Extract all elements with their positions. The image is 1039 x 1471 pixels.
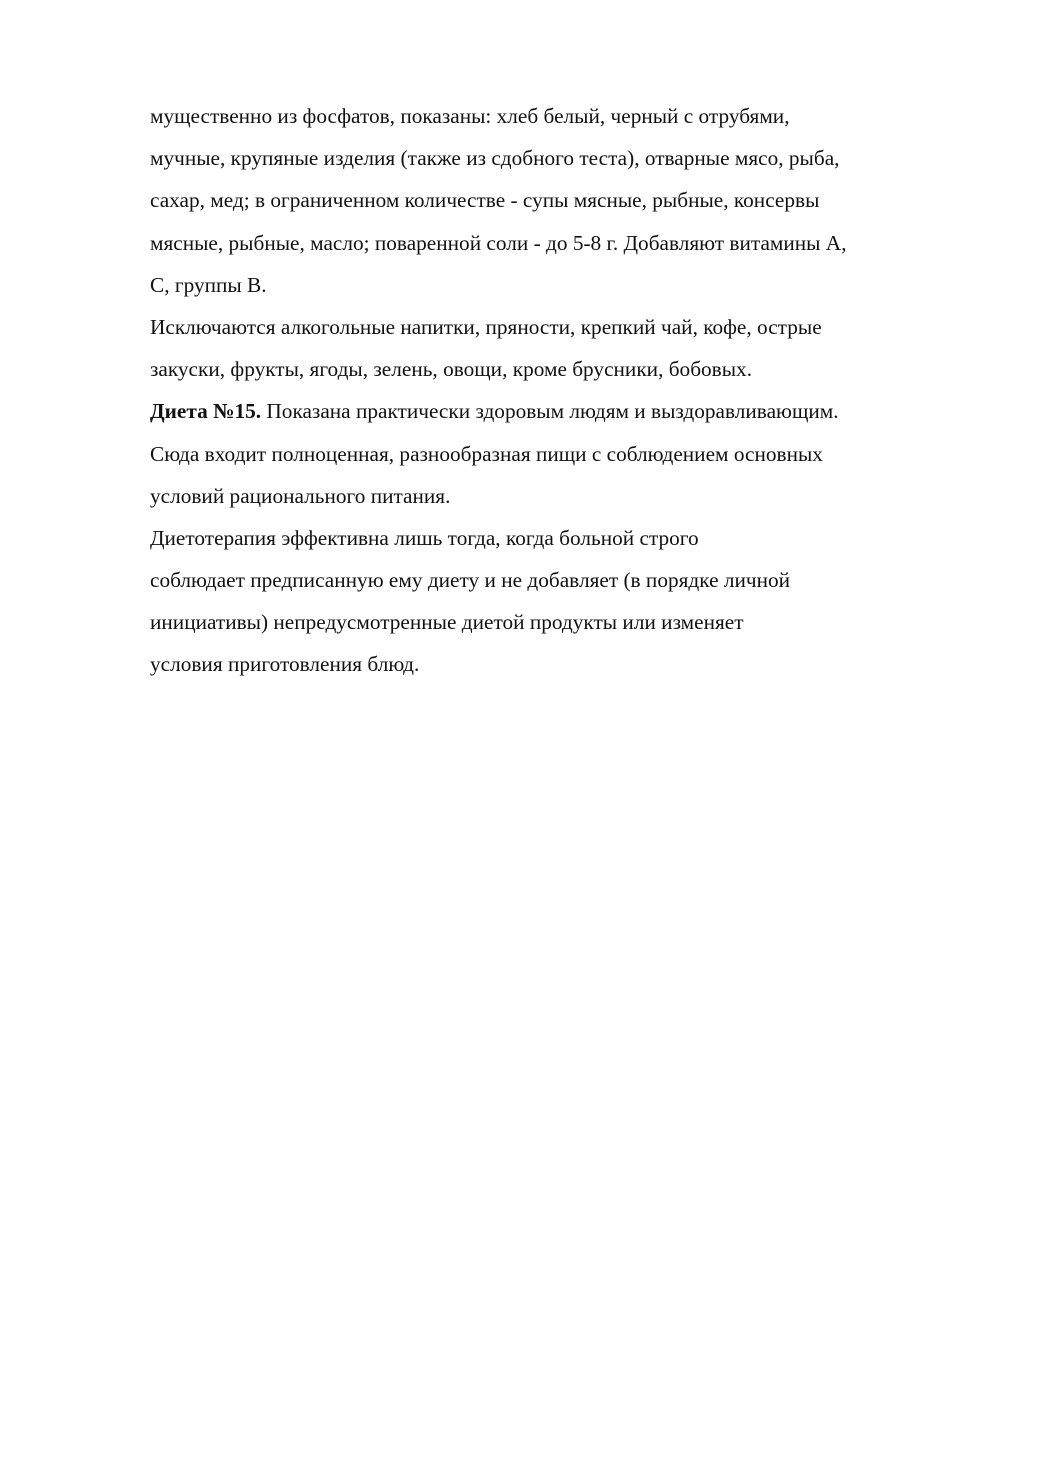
- text-line: С, группы В.: [150, 272, 267, 297]
- text-line: мучные, крупяные изделия (также из сдобного теста), отварные мясо, рыба,: [150, 146, 840, 171]
- text-line: инициативы) непредусмотренные диетой продукты или изменяет: [150, 610, 744, 635]
- text-line: мясные, рыбные, масло; поваренной соли - до 5-8 г. Добавляют витамины А,: [150, 230, 847, 255]
- text-line: закуски, фрукты, ягоды, зелень, овощи, кроме брусники, бобовых.: [150, 357, 753, 382]
- diet15-first-line: [150, 390, 970, 432]
- text-line: условий рационального питания.: [150, 483, 451, 508]
- text-line: Исключаются алкогольные напитки, пряности, крепкий чай, кофе, острые: [150, 314, 822, 339]
- text-line: сахар, мед; в ограниченном количестве - супы мясные, рыбные, консервы: [150, 188, 820, 213]
- diet15-first-line-text: Показана практически здоровым людям и выздоравливающим.: [261, 399, 839, 424]
- diet15-heading: Диета №15.: [150, 399, 262, 424]
- document-body: [150, 95, 970, 686]
- text-line: мущественно из фосфатов, показаны: хлеб белый, черный с отрубями,: [150, 104, 790, 128]
- text-line: условия приготовления блюд.: [150, 652, 420, 677]
- text-line: соблюдает предписанную ему диету и не добавляет (в порядке личной: [150, 568, 791, 593]
- text-line: Диетотерапия эффективна лишь тогда, когда больной строго: [150, 525, 699, 550]
- text-line: Сюда входит полноценная, разнообразная пищи с соблюдением основных: [150, 441, 823, 466]
